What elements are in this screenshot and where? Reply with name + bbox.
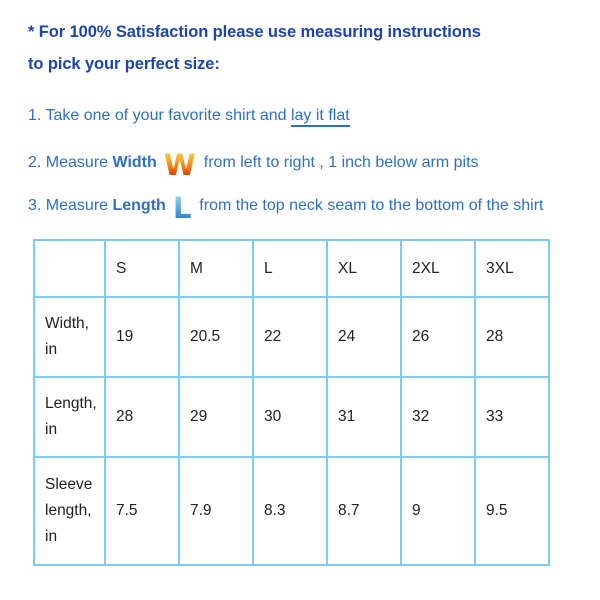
size-column-xl: XL (327, 240, 401, 297)
width-letter-icon: W (163, 148, 196, 182)
measuring-step-2 (28, 146, 580, 180)
length-2xl-cell: 32 (401, 377, 475, 457)
width-l-cell: 22 (253, 297, 327, 377)
width-xl-cell: 24 (327, 297, 401, 377)
heading-line-2: to pick your perfect size: (28, 55, 220, 73)
width-row-label: Width, in (34, 297, 105, 377)
sleeve-2xl-cell: 9 (401, 457, 475, 565)
sleeve-xl-cell: 8.7 (327, 457, 401, 565)
step-3-prefix: 3. Measure (28, 197, 113, 214)
width-row (34, 297, 549, 377)
length-row-label: Length, in (34, 377, 105, 457)
size-column-s: S (105, 240, 179, 297)
step-3-suffix: from the top neck seam to the bottom of the shirt (199, 197, 544, 214)
lay-it-flat-link[interactable]: lay it flat (291, 107, 350, 127)
size-chart-corner-cell (34, 240, 105, 297)
sleeve-row-label: Sleeve length, in (34, 457, 105, 565)
sleeve-3xl-cell: 9.5 (475, 457, 549, 565)
length-l-cell: 30 (253, 377, 327, 457)
sleeve-m-cell: 7.9 (179, 457, 253, 565)
width-3xl-cell: 28 (475, 297, 549, 377)
length-m-cell: 29 (179, 377, 253, 457)
width-s-cell: 19 (105, 297, 179, 377)
step-2-suffix: from left to right , 1 inch below arm pits (203, 154, 479, 171)
size-column-l: L (253, 240, 327, 297)
size-chart-header-row (34, 240, 549, 297)
size-column-m: M (179, 240, 253, 297)
step-2-prefix: 2. Measure (28, 154, 113, 171)
sleeve-length-row (34, 457, 549, 565)
heading-line-1: * For 100% Satisfaction please use measuring instructions (28, 23, 481, 41)
width-keyword: Width (112, 154, 157, 171)
length-xl-cell: 31 (327, 377, 401, 457)
length-keyword: Length (112, 197, 166, 214)
step-1-text: 1. Take one of your favorite shirt and (28, 107, 291, 124)
size-column-3xl: 3XL (475, 240, 549, 297)
satisfaction-heading (28, 16, 600, 80)
width-m-cell: 20.5 (179, 297, 253, 377)
measuring-step-1 (28, 99, 580, 133)
size-chart-table (33, 239, 550, 566)
size-column-2xl: 2XL (401, 240, 475, 297)
length-s-cell: 28 (105, 377, 179, 457)
sleeve-s-cell: 7.5 (105, 457, 179, 565)
length-row (34, 377, 549, 457)
length-letter-icon: L (172, 191, 192, 225)
width-2xl-cell: 26 (401, 297, 475, 377)
sleeve-l-cell: 8.3 (253, 457, 327, 565)
measuring-step-3 (28, 189, 580, 223)
length-3xl-cell: 33 (475, 377, 549, 457)
